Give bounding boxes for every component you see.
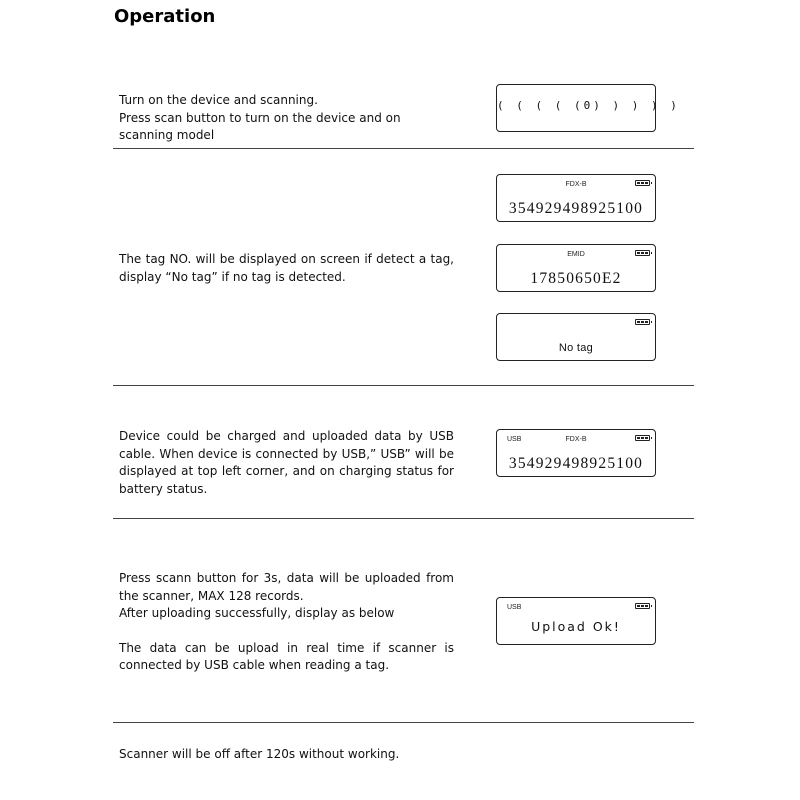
usb-label: USB [507, 604, 522, 611]
page-title: Operation [114, 6, 216, 27]
section-4-line-1: Press scann button for 3s, data will be uploaded from the scanner, MAX 128 records. [119, 571, 454, 603]
battery-full-icon [635, 603, 650, 609]
battery-full-icon [635, 319, 650, 325]
scanning-indicator: ( ( ( ( (0) ) ) ) ) [497, 99, 680, 112]
section-3-text [119, 428, 454, 498]
section-divider [113, 518, 694, 519]
section-4-line-3: The data can be upload in real time if scanner is connected by USB cable when reading a tag. [119, 640, 454, 672]
section-4-text [119, 570, 454, 675]
section-3-line-1: Device could be charged and uploaded data by USB cable. When device is connected by USB,” USB” will be displayed at top left corner, and on charging status for battery status. [119, 429, 454, 496]
battery-full-icon [635, 180, 650, 186]
lcd-scanning-screen [496, 84, 680, 132]
section-4-line-2: After uploading successfully, display as below [119, 606, 395, 620]
battery-full-icon [635, 435, 650, 441]
tag-number: 354929498925100 [508, 200, 644, 217]
tag-type-label: FDX-B [565, 181, 587, 188]
section-divider [113, 385, 694, 386]
battery-full-icon [635, 250, 650, 256]
tag-type-label: EMID [567, 251, 585, 258]
section-2-line-1: The tag NO. will be displayed on screen if detect a tag, display “No tag” if no tag is detected. [119, 252, 454, 284]
upload-ok-message: Upload Ok! [531, 619, 621, 634]
section-1-line-1: Turn on the device and scanning. [119, 93, 318, 107]
section-1-line-2: Press scan button to turn on the device and on scanning model [119, 110, 401, 142]
tag-number: 17850650E2 [530, 270, 622, 287]
lcd-fdxb-screen [496, 174, 656, 222]
section-5-text [119, 746, 454, 764]
lcd-no-tag-screen [496, 313, 656, 361]
section-divider [113, 148, 694, 149]
lcd-emid-screen [496, 244, 656, 292]
section-divider [113, 722, 694, 723]
section-1-text [119, 92, 454, 145]
no-tag-message: No tag [558, 342, 594, 354]
section-5-line-1: Scanner will be off after 120s without working. [119, 747, 400, 761]
tag-number: 354929498925100 [508, 455, 644, 472]
tag-type-label: FDX-B [565, 436, 587, 443]
usb-label: USB [507, 436, 522, 443]
lcd-upload-screen [496, 597, 656, 645]
section-2-text [119, 251, 454, 286]
lcd-usb-screen [496, 429, 656, 477]
